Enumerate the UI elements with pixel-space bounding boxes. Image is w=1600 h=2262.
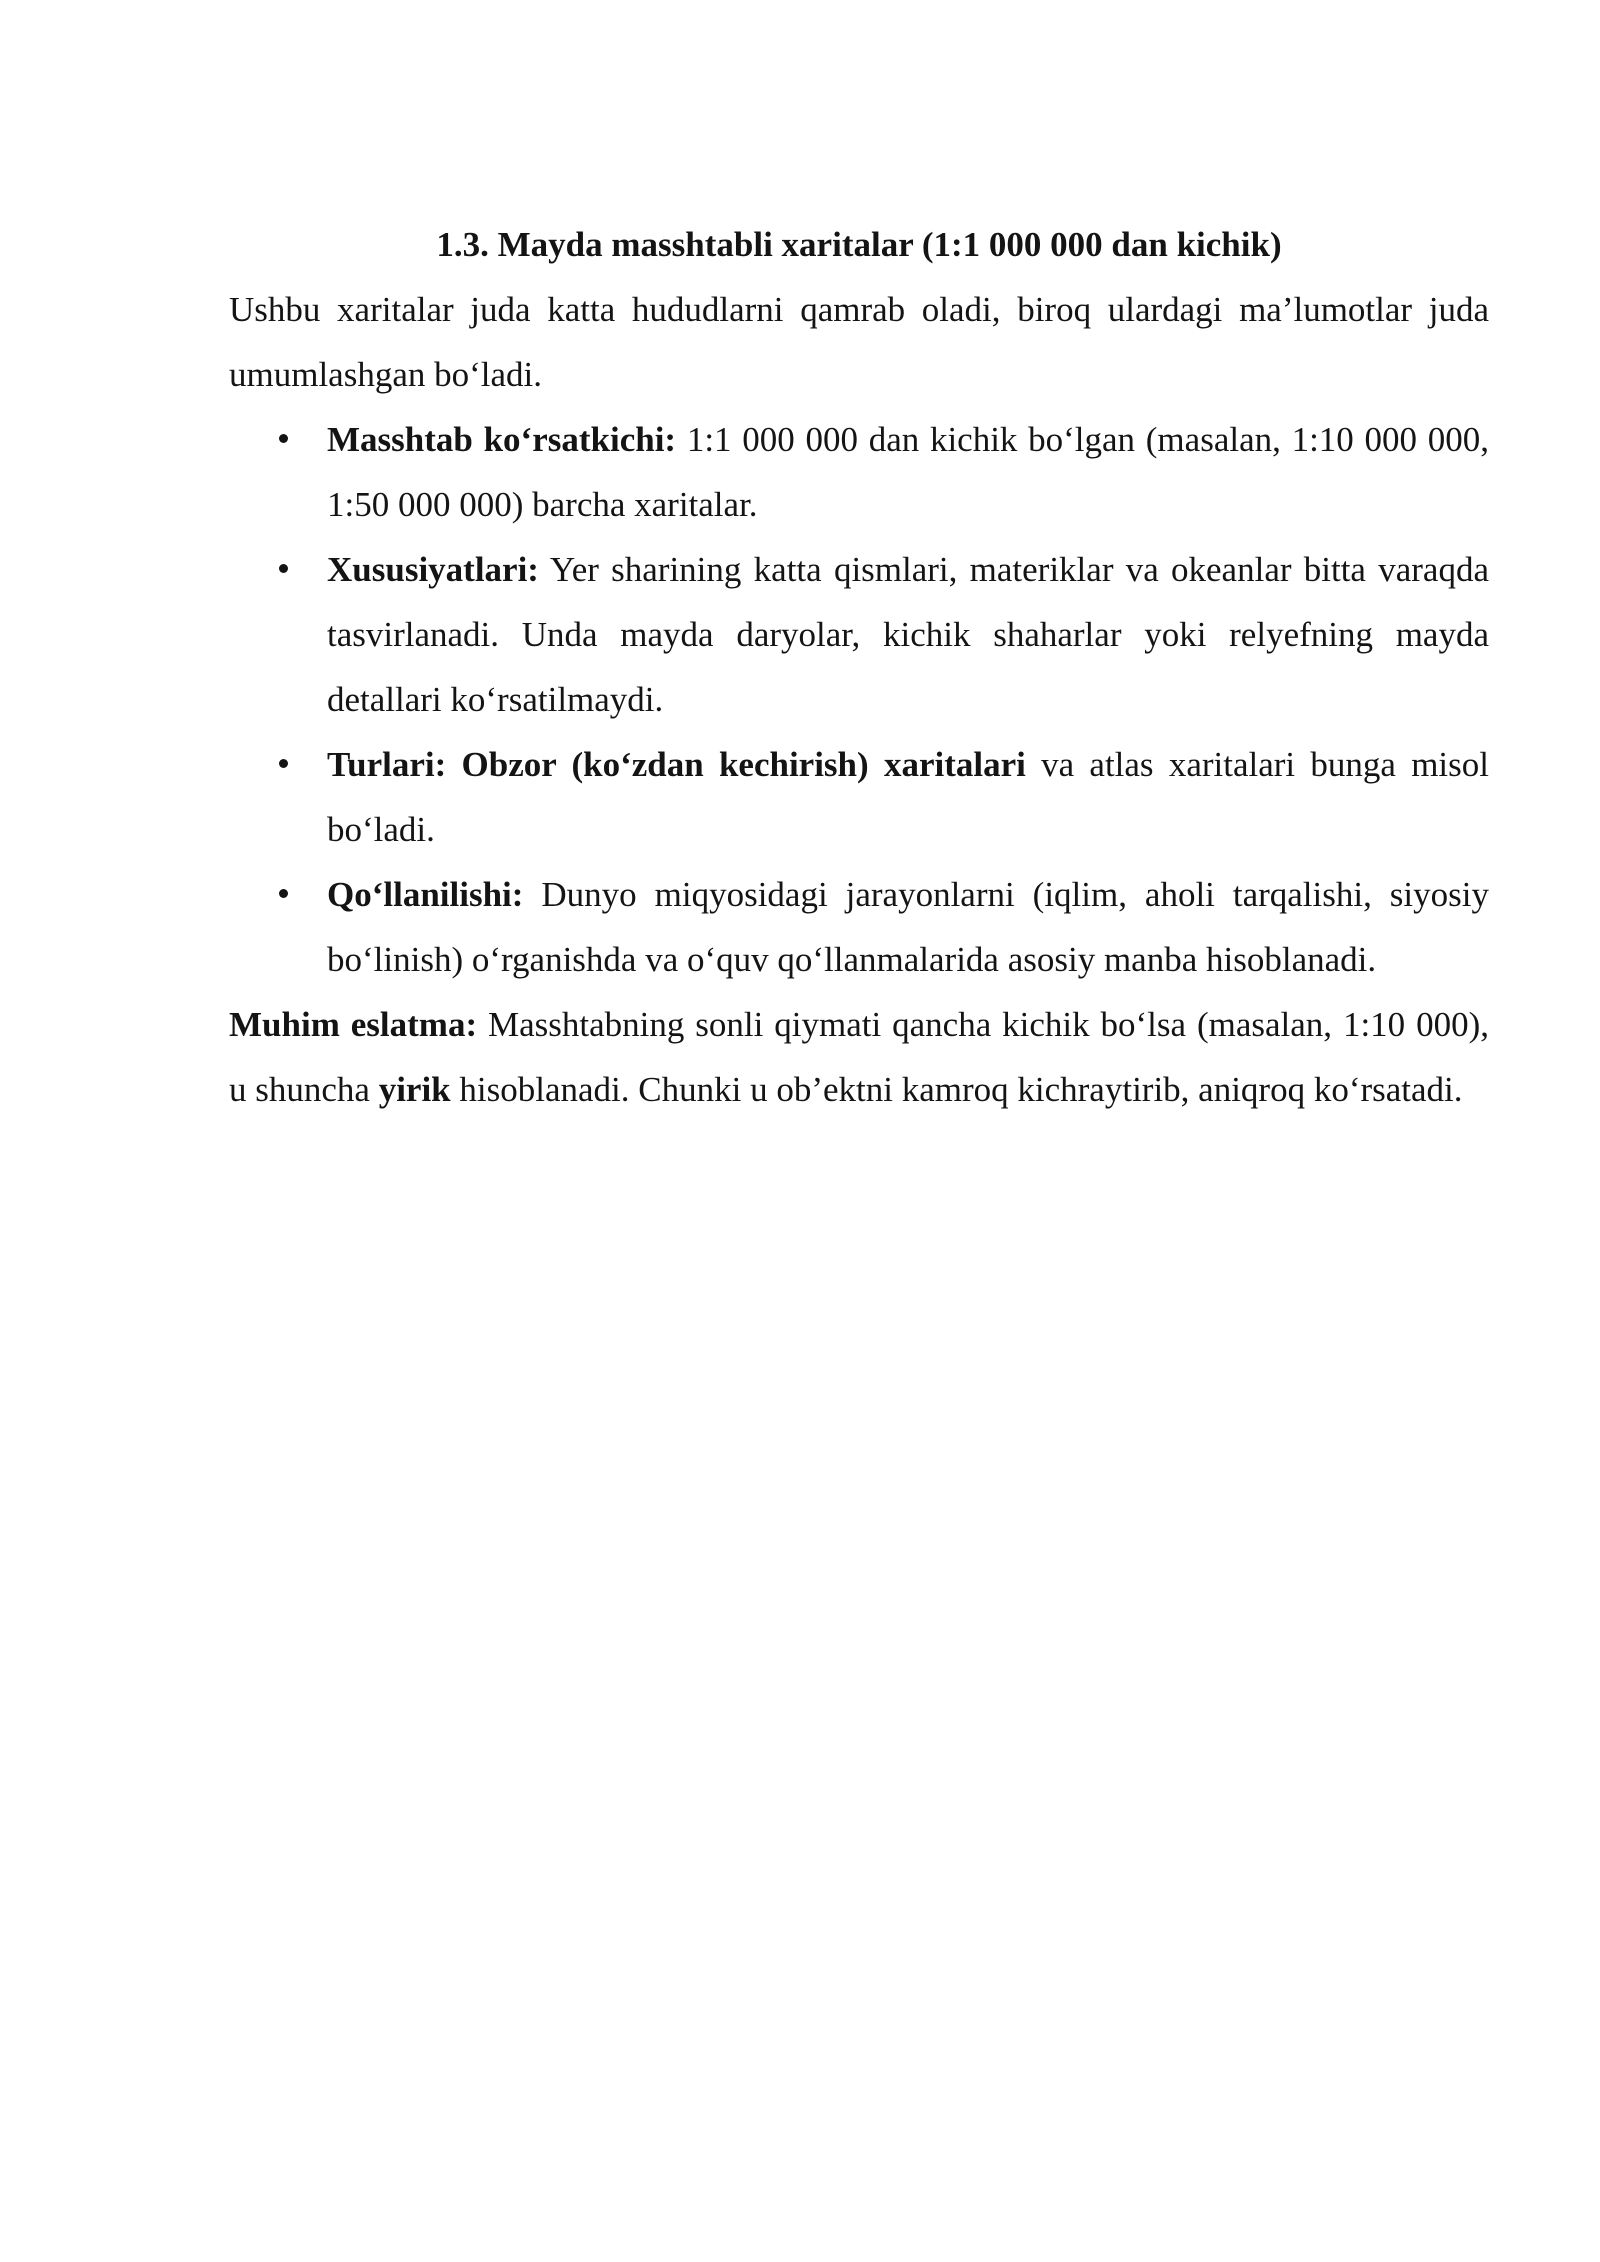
list-item-label: Turlari: <box>327 745 447 784</box>
list-item-bold-text: Obzor (ko‘zdan kechirish) xaritalari <box>446 745 1026 784</box>
list-item-label: Xususiyatlari: <box>327 550 539 589</box>
note-bold-word: yirik <box>378 1070 451 1109</box>
document-page <box>229 212 1489 1122</box>
list-item-text: Dunyo miqyosidagi jarayonlarni (iqlim, aholi tarqalishi, siyosiy bo‘linish) o‘rganishda va o‘quv qo‘llanmalarida asosiy manba hisoblanadi. <box>327 875 1489 979</box>
bullet-icon <box>279 564 288 573</box>
section-heading: 1.3. Mayda masshtabli xaritalar (1:1 000 000 dan kichik) <box>436 225 1282 264</box>
list-item-scale <box>229 407 1489 537</box>
list-item-types <box>229 732 1489 862</box>
intro-paragraph: Ushbu xaritalar juda katta hududlarni qamrab oladi, biroq ulardagi ma’lumotlar juda umumlashgan bo‘ladi. <box>229 290 1489 394</box>
important-note <box>229 992 1489 1122</box>
note-text-before: Masshtabning sonli qiymati qancha kichik bo‘lsa (masalan, 1:10 000), u shuncha <box>229 1005 1489 1109</box>
list-item-text: va atlas xaritalari bunga misol bo‘ladi. <box>327 745 1489 849</box>
list-item-text: Yer sharining katta qismlari, materiklar va okeanlar bitta varaqda tasvirlanadi. Unda mayda daryolar, kichik shaharlar yoki relyefning mayda detallari ko‘rsatilmaydi. <box>327 550 1489 719</box>
note-label: Muhim eslatma: <box>229 1005 478 1044</box>
list-item-text: 1:1 000 000 dan kichik bo‘lgan (masalan, 1:10 000 000, 1:50 000 000) barcha xaritalar. <box>327 420 1489 524</box>
list-item-features <box>229 537 1489 732</box>
bullet-icon <box>279 759 288 768</box>
bullet-icon <box>279 889 288 898</box>
list-item-usage <box>229 862 1489 992</box>
bullet-icon <box>279 434 288 443</box>
feature-list <box>229 407 1489 992</box>
list-item-label: Masshtab ko‘rsatkichi: <box>327 420 677 459</box>
note-text-after: hisoblanadi. Chunki u ob’ektni kamroq kichraytirib, aniqroq ko‘rsatadi. <box>450 1070 1463 1109</box>
list-item-label: Qo‘llanilishi: <box>327 875 524 914</box>
